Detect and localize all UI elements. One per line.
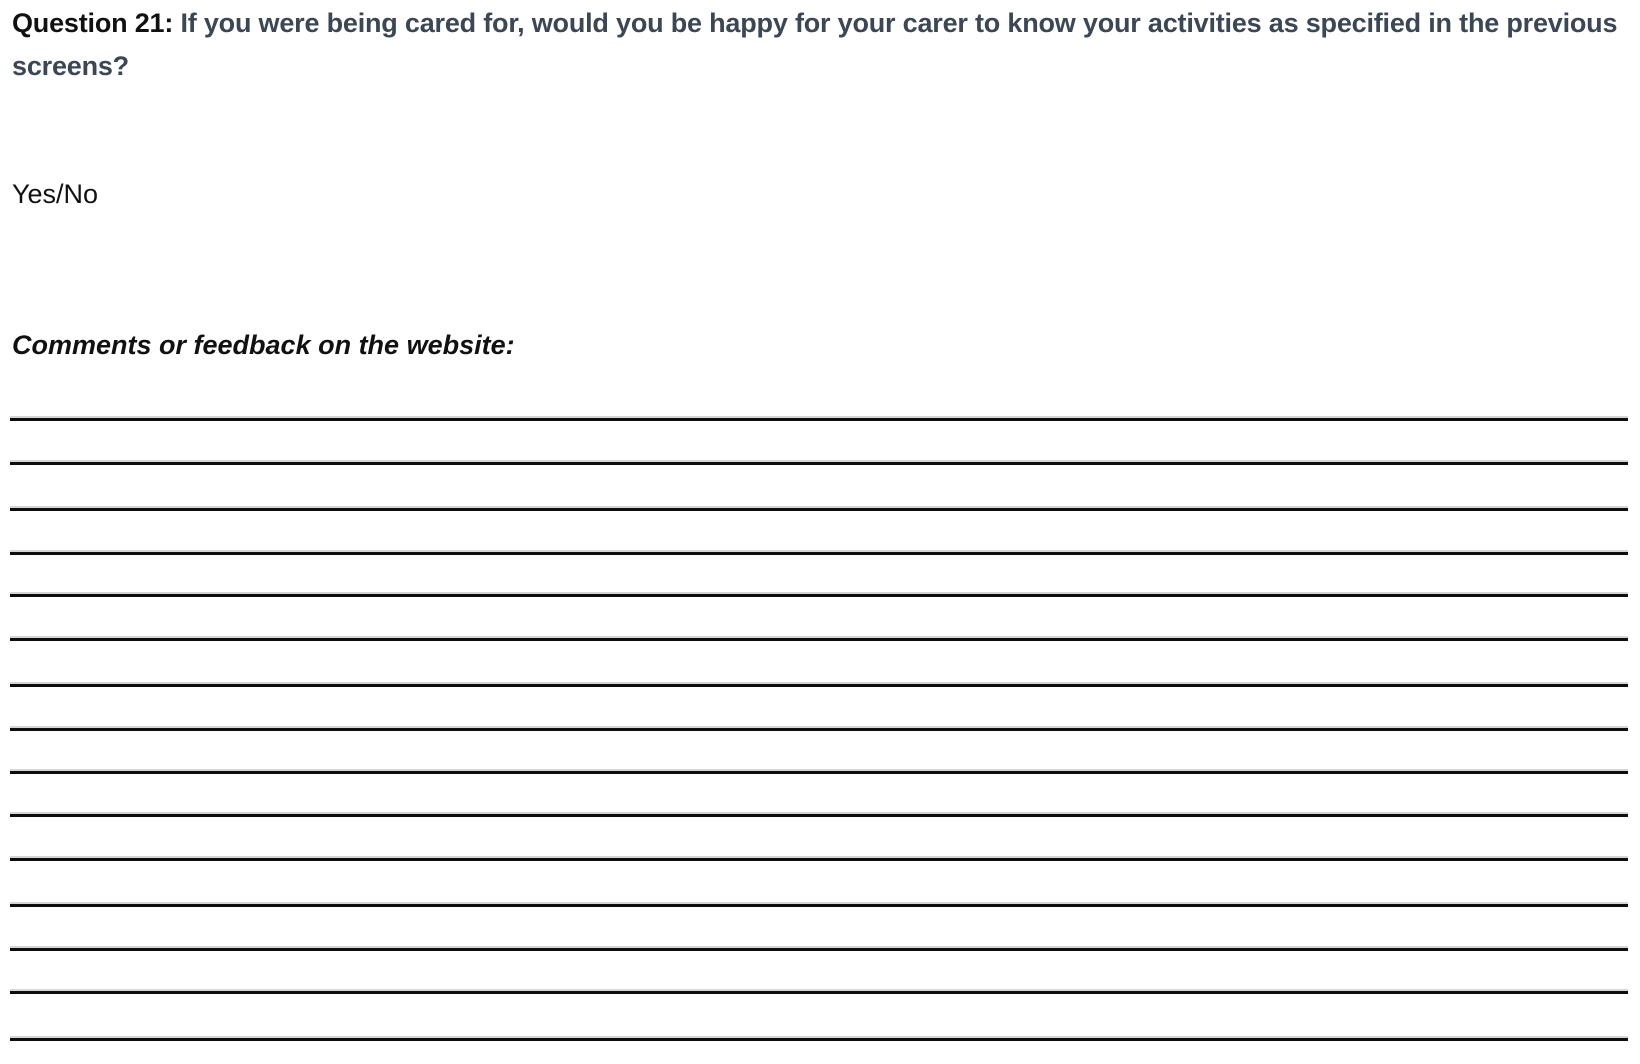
comment-line-5 <box>10 594 1628 597</box>
comment-line-12 <box>10 904 1628 907</box>
comment-line-2 <box>10 462 1628 465</box>
comment-writing-lines <box>10 0 1628 1064</box>
yes-no-answer: Yes/No <box>12 179 99 209</box>
comment-line-1 <box>10 418 1628 421</box>
comment-line-11 <box>10 858 1628 861</box>
comment-line-9 <box>10 771 1628 774</box>
comment-line-6 <box>10 638 1628 641</box>
comment-line-10 <box>10 814 1628 817</box>
comment-line-7 <box>10 684 1628 687</box>
comment-line-8 <box>10 728 1628 731</box>
question-number: Question 21: <box>12 8 174 38</box>
comment-line-3 <box>10 508 1628 511</box>
question-text: If you were being cared for, would you be happy for your carer to know your activities as specified in the previous screens? <box>12 8 1618 81</box>
comment-line-14 <box>10 991 1628 994</box>
comments-label: Comments or feedback on the website: <box>12 330 515 360</box>
comment-line-15 <box>10 1038 1628 1041</box>
comment-line-13 <box>10 948 1628 951</box>
comment-line-4 <box>10 552 1628 555</box>
